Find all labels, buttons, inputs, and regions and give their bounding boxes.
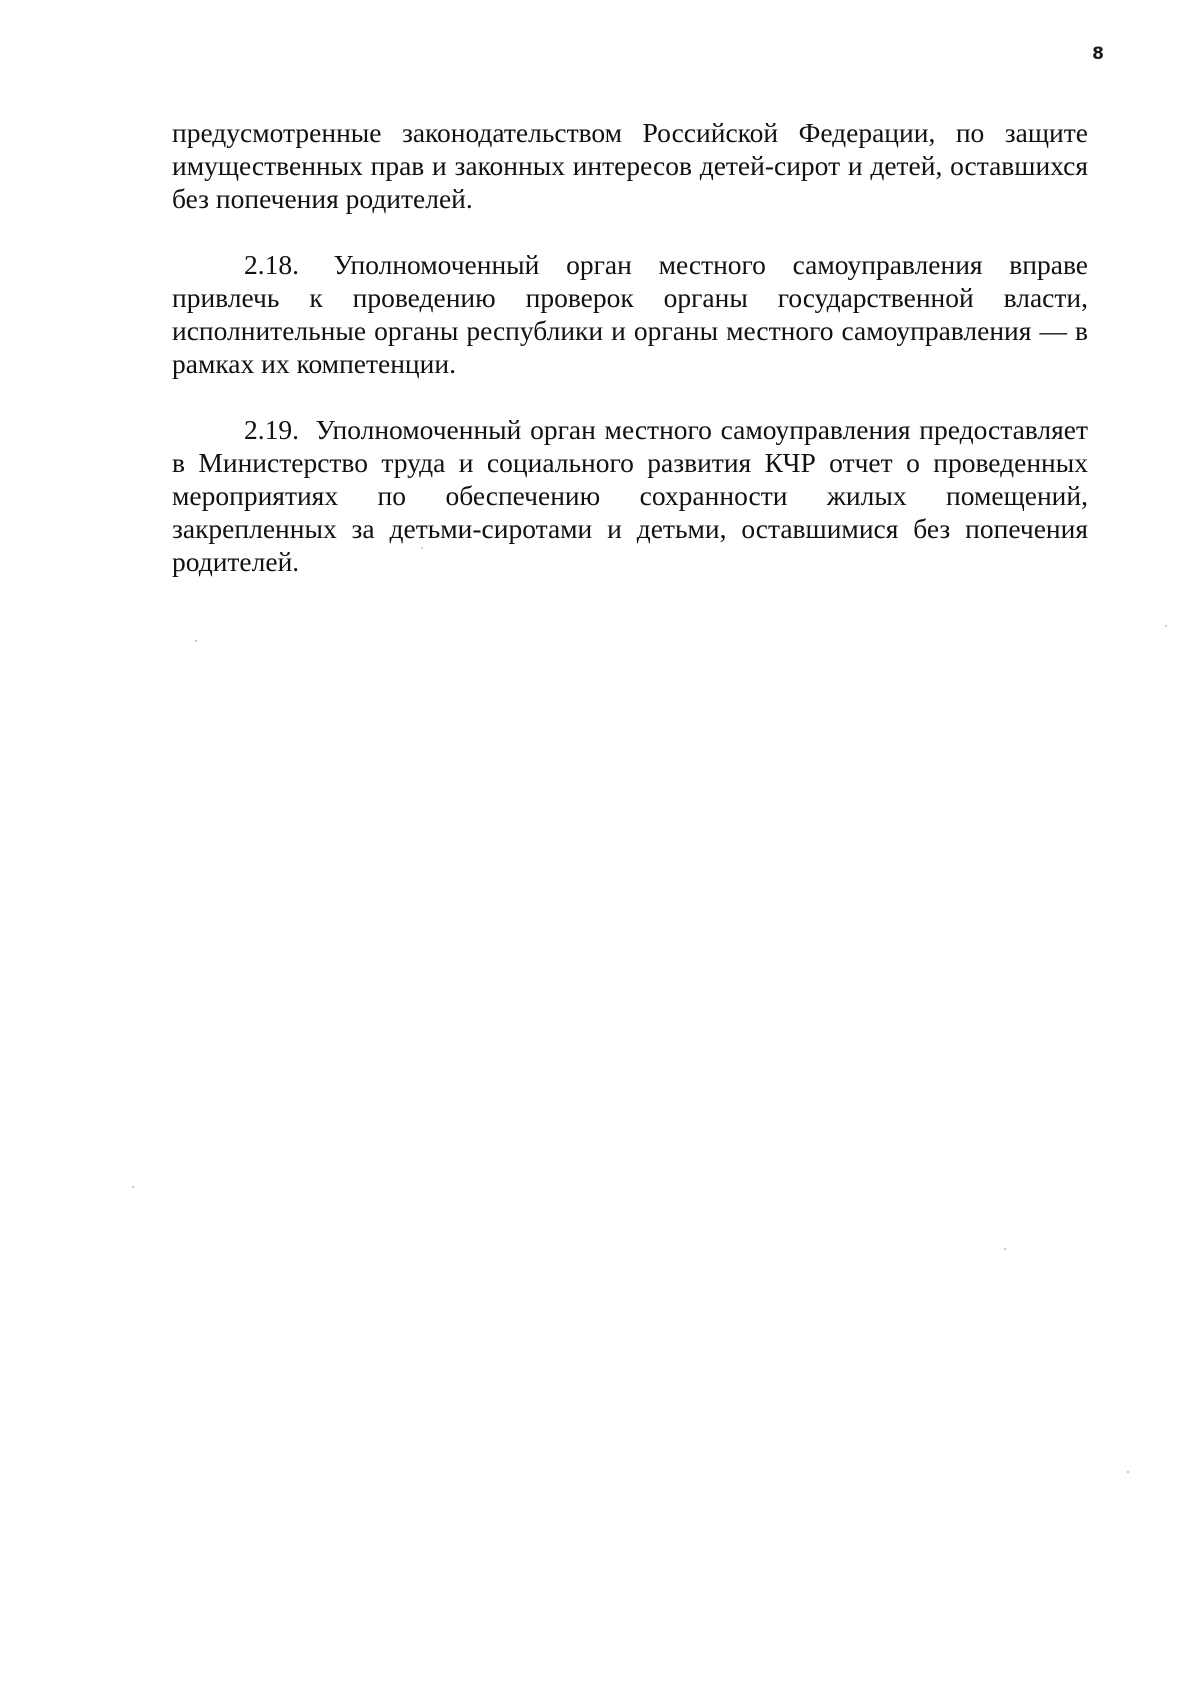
document-body: [172, 116, 1088, 611]
paragraph-text: предусмотренные законодательством Российской Федерации, по защите имущественных прав и законных интересов детей-сирот и детей, оставшихся без попечения родителей.: [172, 117, 1088, 214]
scan-speck: [1165, 625, 1167, 627]
paragraph-text: Уполномоченный орган местного самоуправления вправе привлечь к проведению проверок органы государственной власти, исполнительные органы республики и органы местного самоуправления — в рамках их компетенции.: [172, 249, 1088, 379]
paragraph-2-18: [172, 248, 1088, 380]
paragraph-continuation: [172, 116, 1088, 215]
scan-speck: [1004, 1248, 1006, 1250]
paragraph-text: Уполномоченный орган местного самоуправления предоставляет в Министерство труда и социального развития КЧР отчет о проведенных мероприятиях по обеспечению сохранности жилых помещений, закрепленных за детьми-сиротами и детьми, оставшимися без попечения родителей.: [172, 414, 1088, 577]
paragraph-number: 2.19.: [244, 414, 299, 445]
page-number: 8: [1092, 44, 1104, 64]
scan-speck: [421, 547, 423, 549]
paragraph-number: 2.18.: [244, 249, 299, 280]
scan-speck: [195, 640, 197, 642]
scan-speck: [132, 1186, 134, 1188]
paragraph-2-19: [172, 413, 1088, 578]
scan-speck: [1127, 1471, 1129, 1473]
